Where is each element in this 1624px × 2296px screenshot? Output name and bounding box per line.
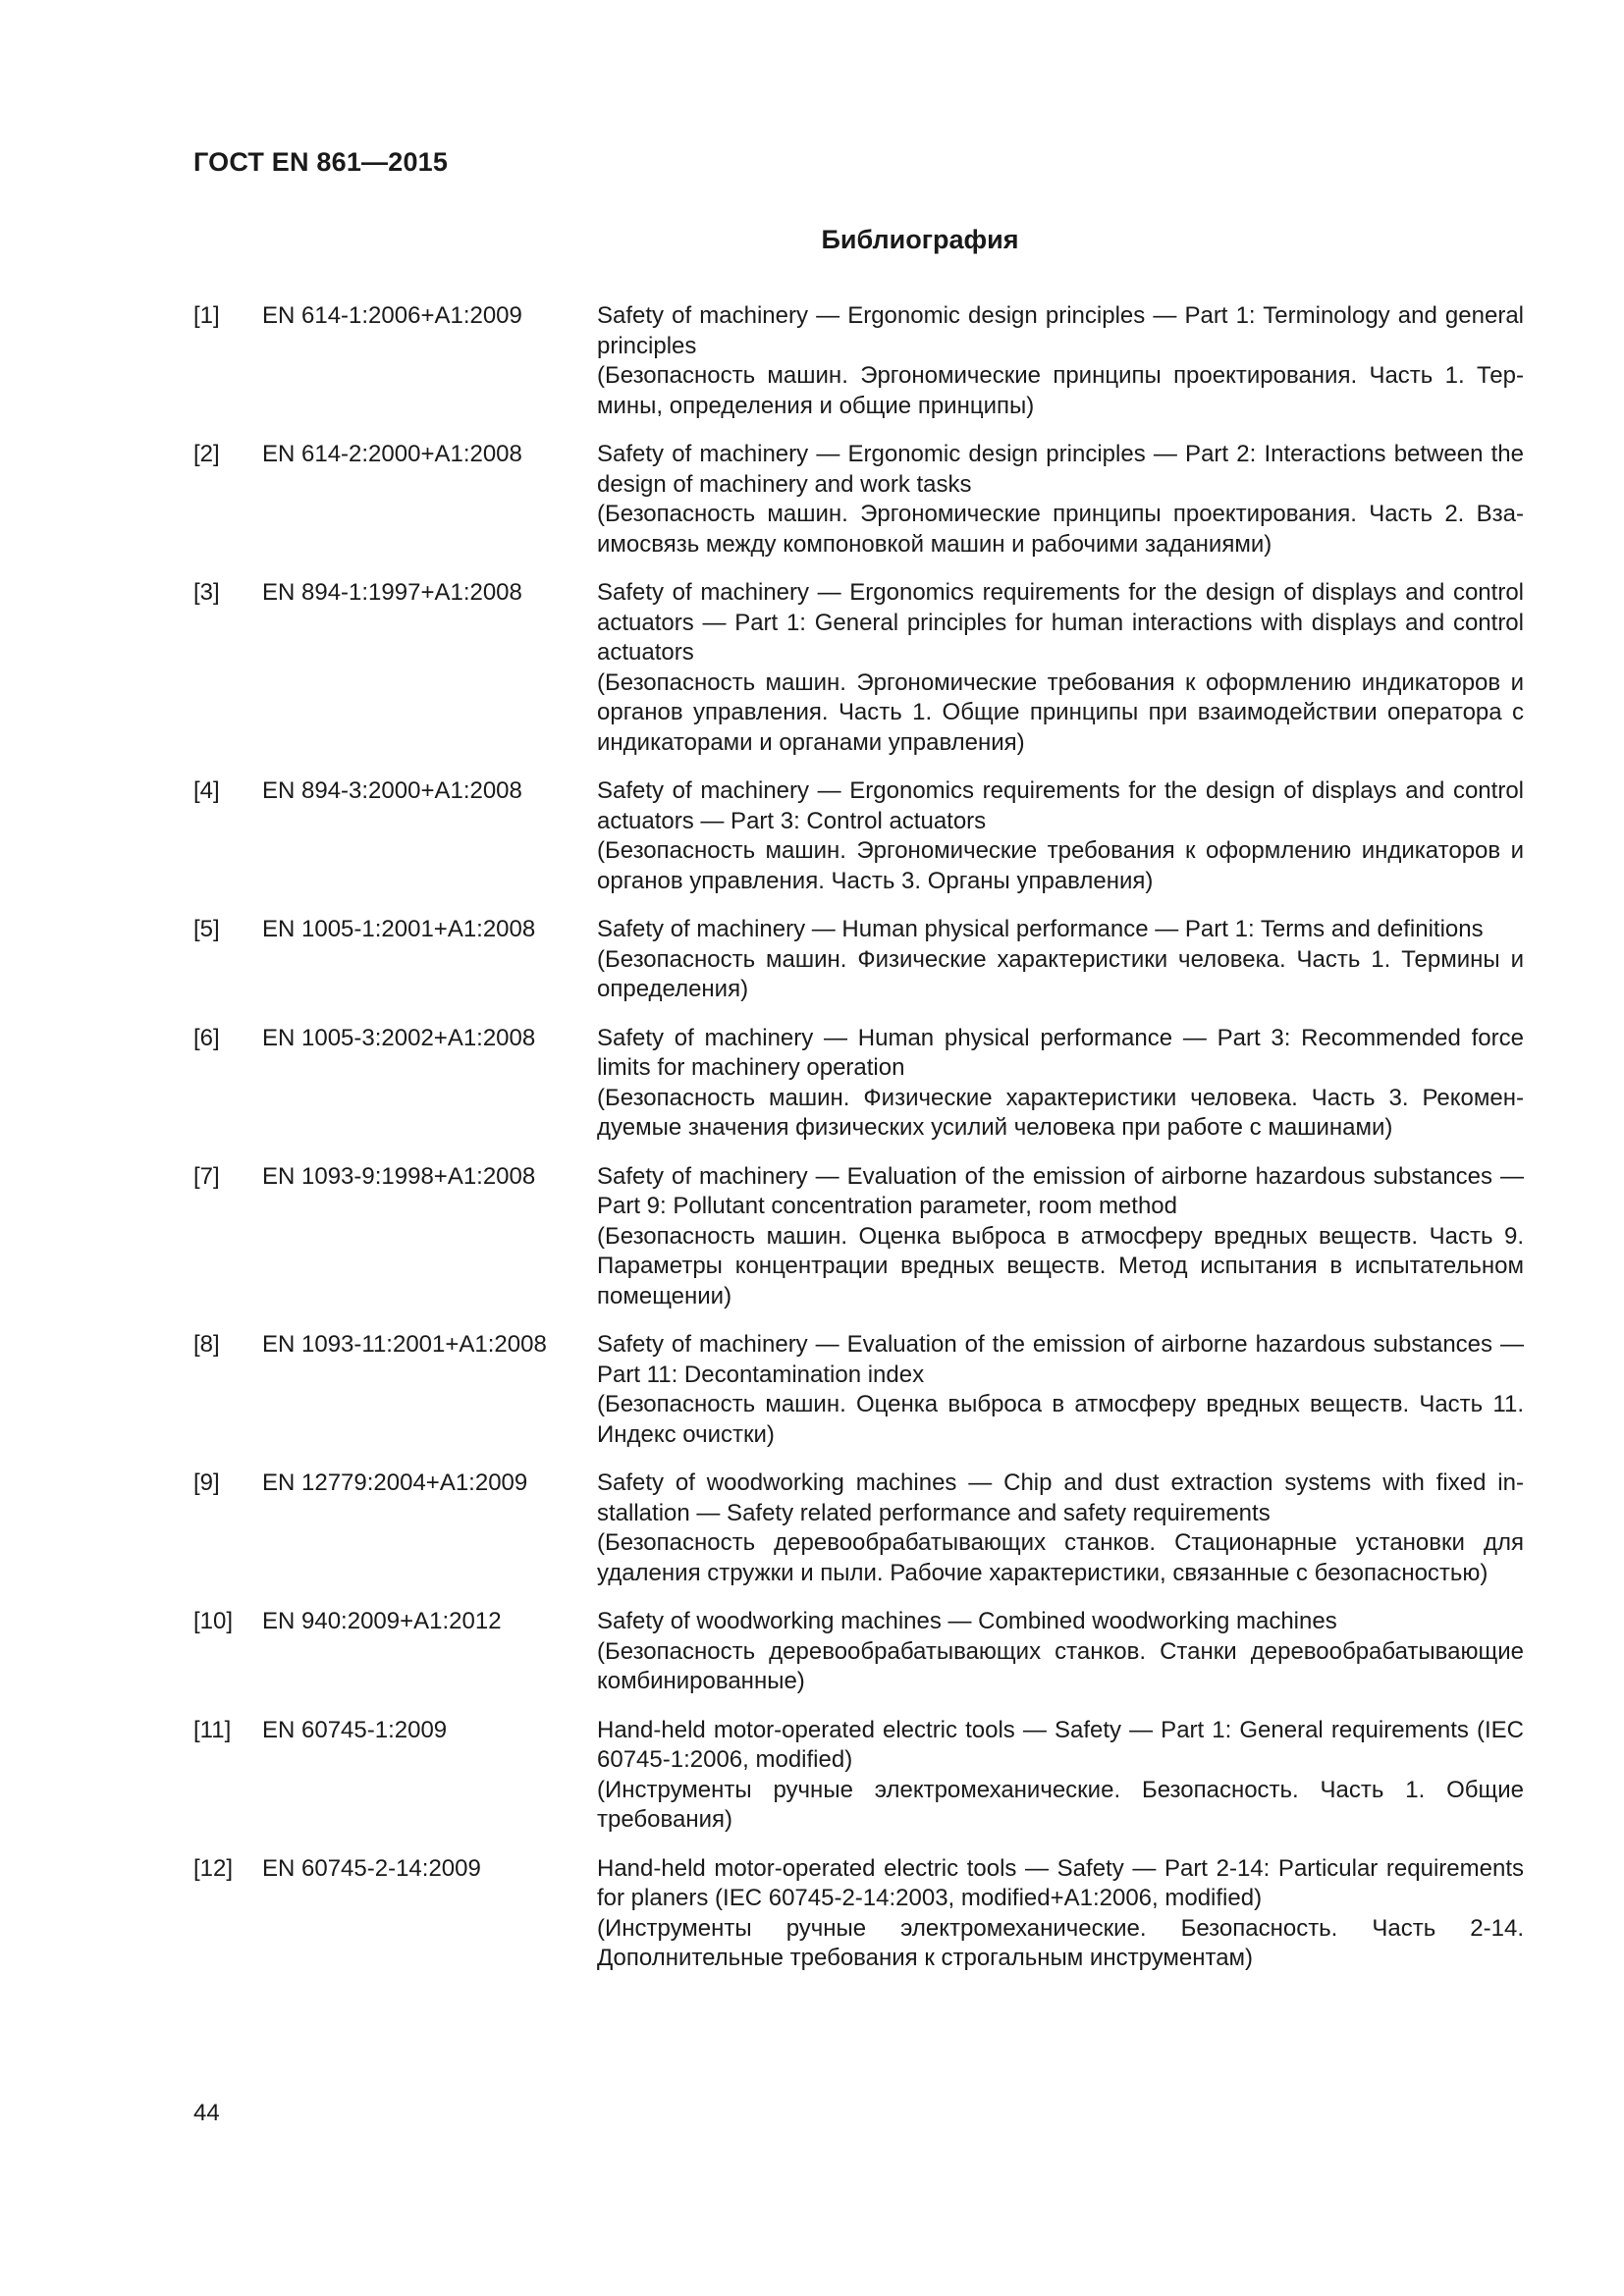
entry-title-en: Safety of machinery — Evaluation of the emission of airborne hazardous substances — Part 11: Decontamination index xyxy=(597,1331,1524,1388)
entry-index: [7] xyxy=(193,1162,220,1190)
entry-standard-code: EN 940:2009+A1:2012 xyxy=(262,1608,502,1634)
entry-index: [11] xyxy=(193,1716,232,1743)
entry-title-en: Safety of machinery — Human physical performance — Part 3: Recommended force limits for machinery operation xyxy=(597,1024,1524,1081)
bibliography-entry xyxy=(193,776,1529,896)
entry-title-ru: (Безопасность машин. Физические характеристики человека. Часть 1. Термины и определения) xyxy=(597,945,1524,1002)
entry-standard-code: EN 894-3:2000+A1:2008 xyxy=(262,777,522,804)
entry-title-ru: (Безопасность машин. Эргономические требования к оформлению индикаторов и органов управления. Часть 3. Органы управления) xyxy=(597,837,1524,894)
bibliography-title: Библиография xyxy=(821,225,1019,254)
entry-title-ru: (Безопасность машин. Физические характеристики человека. Часть 3. Рекомендуемые значения физических усилий человека при работе с машинами) xyxy=(597,1084,1524,1141)
entry-index: [10] xyxy=(193,1608,234,1634)
entry-index: [12] xyxy=(193,1854,234,1882)
bibliography-entry xyxy=(193,578,1529,758)
entry-standard-code: EN 1093-11:2001+A1:2008 xyxy=(262,1331,547,1358)
bibliography-entry xyxy=(193,301,1529,421)
entry-text xyxy=(597,1468,1524,1588)
bibliography-entry xyxy=(193,1024,1529,1144)
entry-text xyxy=(597,1024,1524,1144)
entry-index: [1] xyxy=(193,302,220,329)
entry-text xyxy=(597,776,1524,896)
entry-text xyxy=(597,1330,1524,1450)
entry-text xyxy=(597,301,1524,421)
entry-title-en: Hand-held motor-operated electric tools — Safety — Part 2-14: Particular requirements for planers (IEC 60745-2-14:2003, modified+A1:2006, modified) xyxy=(597,1854,1524,1911)
entry-standard-code: EN 614-2:2000+A1:2008 xyxy=(262,441,522,467)
entry-title-en: Safety of machinery — Human physical performance — Part 1: Terms and definitions xyxy=(597,916,1484,942)
entry-text xyxy=(597,440,1524,560)
entry-standard-code: EN 1005-1:2001+A1:2008 xyxy=(262,916,536,942)
entry-title-en: Hand-held motor-operated electric tools — Safety — Part 1: General requirements (IEC 60745-1:2006, modified) xyxy=(597,1716,1524,1773)
entry-text xyxy=(597,578,1524,758)
entry-index: [9] xyxy=(193,1469,220,1496)
entry-text xyxy=(597,915,1524,1005)
entry-title-ru: (Безопасность машин. Эргономические принципы проектирования. Часть 1. Термины, определения и общие принципы) xyxy=(597,362,1524,419)
entry-index: [6] xyxy=(193,1024,220,1051)
entry-index: [4] xyxy=(193,777,220,804)
entry-standard-code: EN 614-1:2006+A1:2009 xyxy=(262,302,522,329)
entry-title-en: Safety of machinery — Ergonomics requirements for the design of displays and control actuators — Part 1: General principles for human interactions with displays and control actuators xyxy=(597,579,1524,666)
entry-standard-code: EN 894-1:1997+A1:2008 xyxy=(262,579,522,606)
page-number: 44 xyxy=(193,2100,220,2126)
entry-index: [3] xyxy=(193,579,220,606)
bibliography-entry xyxy=(193,1330,1529,1450)
entry-title-en: Safety of woodworking machines — Chip and dust extraction systems with fixed installation — Safety related performance and safety requirements xyxy=(597,1469,1524,1526)
entry-text xyxy=(597,1716,1524,1836)
entry-title-ru: (Инструменты ручные электромеханические. Безопасность. Часть 1. Общие требования) xyxy=(597,1776,1524,1833)
entry-title-en: Safety of machinery — Ergonomics requirements for the design of displays and control actuators — Part 3: Control actuators xyxy=(597,777,1524,834)
entry-title-ru: (Безопасность машин. Эргономические требования к оформлению индикаторов и органов управления. Часть 1. Общие принципы при взаимодействии оператора с индикаторами и органами управления) xyxy=(597,668,1524,756)
entry-title-ru: (Безопасность машин. Эргономические принципы проектирования. Часть 2. Взаимосвязь между компоновкой машин и рабочими заданиями) xyxy=(597,501,1524,558)
entry-title-en: Safety of machinery — Evaluation of the emission of airborne hazardous substances — Part 9: Pollutant concentration parameter, room method xyxy=(597,1162,1524,1219)
entry-title-en: Safety of machinery — Ergonomic design principles — Part 1: Terminology and general principles xyxy=(597,302,1524,359)
entry-standard-code: EN 60745-2-14:2009 xyxy=(262,1854,481,1882)
bibliography-entry xyxy=(193,1162,1529,1312)
entry-standard-code: EN 1093-9:1998+A1:2008 xyxy=(262,1162,536,1190)
bibliography-entry xyxy=(193,915,1529,1005)
entry-index: [5] xyxy=(193,916,220,942)
bibliography-entry xyxy=(193,1468,1529,1588)
entry-standard-code: EN 60745-1:2009 xyxy=(262,1716,448,1743)
entry-title-ru: (Безопасность деревообрабатывающих станков. Стационарные установки для удаления стружки и пыли. Рабочие характеристики, связанные с безопасностью) xyxy=(597,1529,1524,1586)
entry-title-en: Safety of woodworking machines — Combined woodworking machines xyxy=(597,1608,1337,1634)
entry-text xyxy=(597,1854,1524,1974)
entry-standard-code: EN 1005-3:2002+A1:2008 xyxy=(262,1024,536,1051)
entry-standard-code: EN 12779:2004+A1:2009 xyxy=(262,1469,528,1496)
entry-index: [2] xyxy=(193,441,220,467)
bibliography-entry xyxy=(193,440,1529,560)
entry-text xyxy=(597,1607,1524,1697)
entry-title-ru: (Инструменты ручные электромеханические. Безопасность. Часть 2-14. Дополнительные требования к строгальным инструментам) xyxy=(597,1914,1524,1971)
bibliography-list xyxy=(193,301,1529,1993)
entry-title-ru: (Безопасность деревообрабатывающих станков. Станки деревообрабатывающие комбинированные) xyxy=(597,1637,1524,1694)
entry-title-ru: (Безопасность машин. Оценка выброса в атмосферу вредных веществ. Часть 9. Параметры концентрации вредных веществ. Метод испытания в испытательном помещении) xyxy=(597,1222,1524,1309)
bibliography-entry xyxy=(193,1607,1529,1697)
bibliography-entry xyxy=(193,1716,1529,1836)
entry-title-en: Safety of machinery — Ergonomic design principles — Part 2: Interactions between the design of machinery and work tasks xyxy=(597,441,1524,498)
entry-title-ru: (Безопасность машин. Оценка выброса в атмосферу вредных веществ. Часть 11. Индекс очистки) xyxy=(597,1391,1524,1448)
entry-index: [8] xyxy=(193,1331,220,1358)
document-header: ГОСТ EN 861—2015 xyxy=(193,147,449,177)
entry-text xyxy=(597,1162,1524,1312)
bibliography-entry xyxy=(193,1854,1529,1974)
